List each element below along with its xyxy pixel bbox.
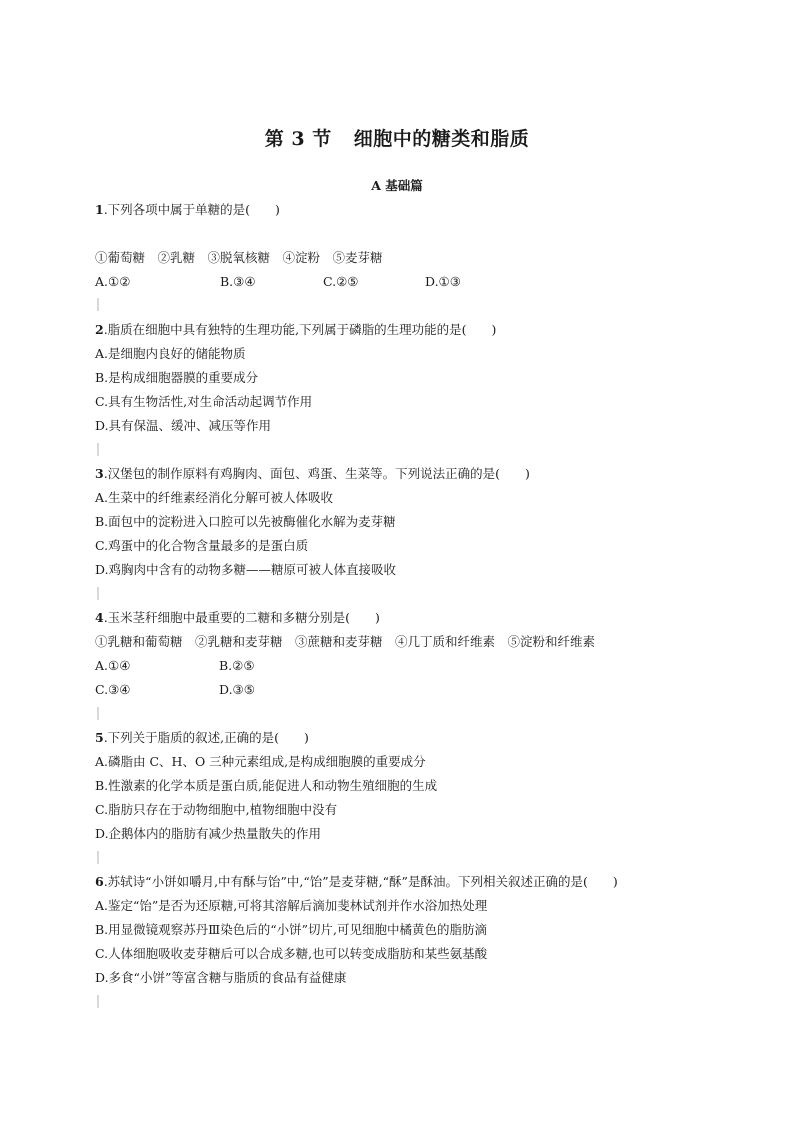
title-section-number: 第 3 节 — [264, 128, 332, 150]
question-5-option-a: A.磷脂由 C、H、O 三种元素组成,是构成细胞膜的重要成分 — [95, 754, 426, 769]
question-3-stem: 3.汉堡包的制作原料有鸡胸肉、面包、鸡蛋、生菜等。下列说法正确的是( ) — [95, 466, 530, 481]
question-2-option-b: B.是构成细胞器膜的重要成分 — [95, 370, 259, 385]
question-3-option-a: A.生菜中的纤维素经消化分解可被人体吸收 — [95, 490, 334, 505]
question-1-option-b: B.③④ — [220, 274, 256, 289]
question-2-option-a: A.是细胞内良好的储能物质 — [95, 346, 246, 361]
question-6-option-b: B.用显微镜观察苏丹Ⅲ染色后的“小饼”切片,可见细胞中橘黄色的脂肪滴 — [95, 922, 487, 937]
question-6-stem: 6.苏轼诗“小饼如嚼月,中有酥与饴”中,“饴”是麦芽糖,“酥”是酥油。下列相关叙述正确的是( ) — [95, 874, 618, 889]
question-4-option-c: C.③④ — [95, 682, 131, 697]
question-6-option-a: A.鉴定“饴”是否为还原糖,可将其溶解后滴加斐林试剂并作水浴加热处理 — [95, 898, 488, 913]
question-3-option-b: B.面包中的淀粉进入口腔可以先被酶催化水解为麦芽糖 — [95, 514, 396, 529]
section-heading: A 基础篇 — [371, 178, 423, 193]
answer-space-marker — [97, 851, 99, 864]
answer-space-marker — [97, 298, 99, 311]
question-6-number: 6 — [95, 874, 104, 889]
question-1-option-d: D.①③ — [425, 274, 461, 289]
question-4-option-d: D.③⑤ — [219, 682, 255, 697]
question-4-option-b: B.②⑤ — [219, 658, 255, 673]
question-4-stem: 4.玉米茎秆细胞中最重要的二糖和多糖分别是( ) — [95, 610, 380, 625]
question-5-option-b: B.性激素的化学本质是蛋白质,能促进人和动物生殖细胞的生成 — [95, 778, 438, 793]
question-4-items: ①乳糖和葡萄糖 ②乳糖和麦芽糖 ③蔗糖和麦芽糖 ④几丁质和纤维素 ⑤淀粉和纤维素 — [95, 634, 596, 649]
question-3-option-d: D.鸡胸肉中含有的动物多糖——糖原可被人体直接吸收 — [95, 562, 397, 577]
question-1-option-a: A.①② — [95, 274, 131, 289]
question-2-option-c: C.具有生物活性,对生命活动起调节作用 — [95, 394, 313, 409]
question-1-option-c: C.②⑤ — [323, 274, 359, 289]
question-4-number: 4 — [95, 610, 104, 625]
question-2-option-d: D.具有保温、缓冲、减压等作用 — [95, 418, 272, 433]
page-title — [0, 124, 794, 151]
title-topic: 细胞中的糖类和脂质 — [353, 128, 530, 150]
question-3-number: 3 — [95, 466, 104, 481]
question-6-option-d: D.多食“小饼”等富含糖与脂质的食品有益健康 — [95, 970, 347, 985]
question-5-option-d: D.企鹅体内的脂肪有减少热量散失的作用 — [95, 826, 322, 841]
question-6-option-c: C.人体细胞吸收麦芽糖后可以合成多糖,也可以转变成脂肪和某些氨基酸 — [95, 946, 488, 961]
answer-space-marker — [97, 587, 99, 600]
question-4-option-a: A.①④ — [95, 658, 131, 673]
question-1-items: ①葡萄糖 ②乳糖 ③脱氧核糖 ④淀粉 ⑤麦芽糖 — [95, 250, 383, 265]
question-2-number: 2 — [95, 322, 104, 337]
question-1-number: 1 — [95, 202, 104, 217]
question-2-stem: 2.脂质在细胞中具有独特的生理功能,下列属于磷脂的生理功能的是( ) — [95, 322, 497, 337]
question-1-stem: 1.下列各项中属于单糖的是( ) — [95, 202, 280, 217]
answer-space-marker — [97, 443, 99, 456]
question-5-option-c: C.脂肪只存在于动物细胞中,植物细胞中没有 — [95, 802, 338, 817]
question-5-number: 5 — [95, 730, 104, 745]
answer-space-marker — [97, 995, 99, 1008]
question-5-stem: 5.下列关于脂质的叙述,正确的是( ) — [95, 730, 309, 745]
answer-space-marker — [97, 707, 99, 720]
question-3-option-c: C.鸡蛋中的化合物含量最多的是蛋白质 — [95, 538, 309, 553]
